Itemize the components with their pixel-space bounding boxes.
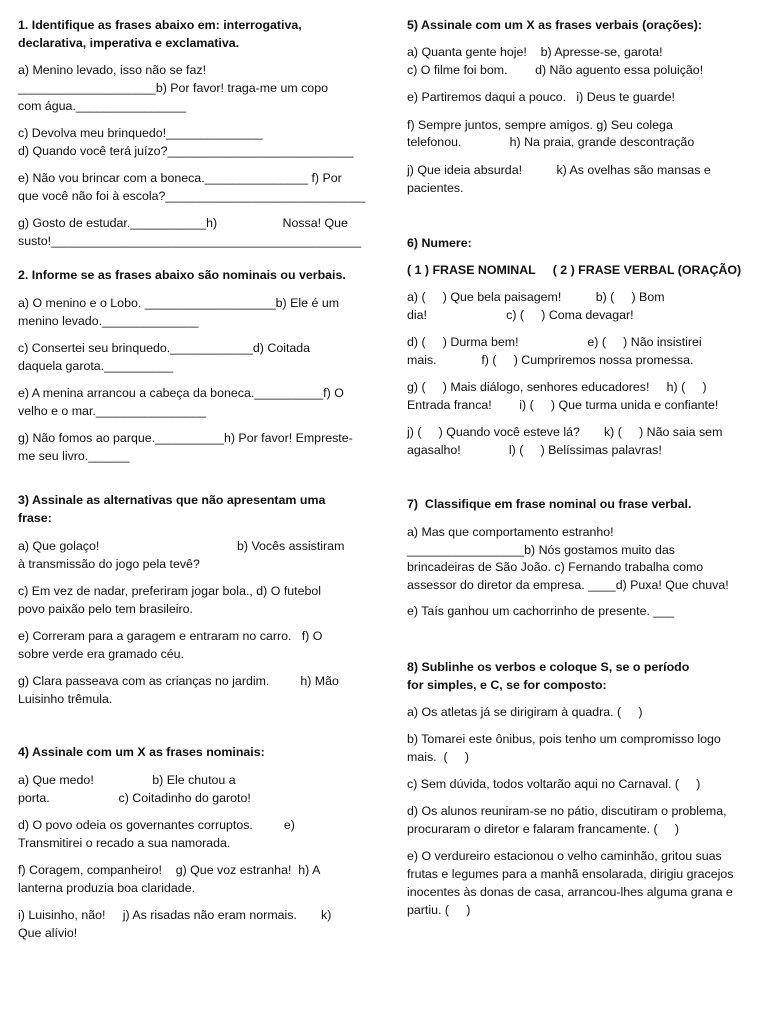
section-heading: 5) Assinale com um X as frases verbais (orações): — [407, 18, 702, 32]
exercise-line: agasalho! l) ( ) Belíssimas palavras! — [407, 443, 662, 457]
exercise-line: g) Clara passeava com as crianças no jardim. h) Mão — [18, 674, 339, 688]
exercise-line: e) O verdureiro estacionou o velho caminhão, gritou suas — [407, 849, 722, 863]
exercise-line: lanterna produzia boa claridade. — [18, 881, 196, 895]
exercise-line: a) O menino e o Lobo. ___________________b) Ele é um — [18, 296, 340, 310]
exercise-line: frutas e legumes para a manhã ensolarada, dirigiu gracejos — [407, 867, 734, 881]
exercise-line: mais. f) ( ) Cumpriremos nossa promessa. — [407, 353, 694, 367]
exercise-line: porta. c) Coitadinho do garoto! — [18, 791, 251, 805]
exercise-line: sobre verde era gramado céu. — [18, 647, 184, 661]
exercise-line: j) ( ) Quando você esteve lá? k) ( ) Não saia sem — [407, 425, 723, 439]
exercise-line: inocentes às donas de casa, arrancou-lhes alguma grana e — [407, 885, 733, 899]
section-heading: 1. Identifique as frases abaixo em: interrogativa, — [18, 18, 302, 32]
exercise-line: ____________________b) Por favor! traga-me um copo — [18, 81, 328, 95]
exercise-line: c) Consertei seu brinquedo.____________d) Coitada — [18, 341, 311, 355]
exercise-line: d) Quando você terá juízo?___________________________ — [18, 144, 354, 158]
exercise-line: g) Gosto de estudar.___________h) Nossa! Que — [18, 216, 348, 230]
exercise-line: Transmitirei o recado a sua namorada. — [18, 836, 231, 850]
exercise-line: d) ( ) Durma bem! e) ( ) Não insistirei — [407, 335, 702, 349]
exercise-line: daquela garota.__________ — [18, 359, 174, 373]
exercise-line: pacientes. — [407, 181, 464, 195]
section-heading: 4) Assinale com um X as frases nominais: — [18, 745, 265, 759]
exercise-line: a) Que golaço! b) Vocês assistiram — [18, 539, 345, 553]
exercise-line: g) Não fomos ao parque.__________h) Por favor! Empreste- — [18, 431, 353, 445]
section-heading: ( 1 ) FRASE NOMINAL ( 2 ) FRASE VERBAL (ORAÇÃO) — [407, 263, 742, 277]
exercise-line: _________________b) Nós gostamos muito das — [407, 543, 675, 557]
exercise-line: brincadeiras de São João. c) Fernando trabalha como — [407, 560, 704, 574]
exercise-line: assessor do diretor da empresa. ____d) Puxa! Que chuva! — [407, 578, 729, 592]
section-heading: for simples, e C, se for composto: — [407, 678, 607, 692]
exercise-line: Luisinho trêmula. — [18, 692, 113, 706]
exercise-line: a) Os atletas já se dirigiram à quadra. ( ) — [407, 705, 643, 719]
exercise-line: mais. ( ) — [407, 750, 469, 764]
exercise-line: d) Os alunos reuniram-se no pátio, discutiram o problema, — [407, 804, 727, 818]
section-heading: 2. Informe se as frases abaixo são nominais ou verbais. — [18, 268, 346, 282]
section-heading: 6) Numere: — [407, 236, 472, 250]
section-heading: 8) Sublinhe os verbos e coloque S, se o período — [407, 660, 690, 674]
exercise-line: com água.________________ — [18, 99, 187, 113]
exercise-line: procuraram o diretor e falaram francamente. ( ) — [407, 822, 680, 836]
section-heading: frase: — [18, 511, 52, 525]
exercise-line: a) Quanta gente hoje! b) Apresse-se, garota! — [407, 45, 663, 59]
exercise-line: c) Em vez de nadar, preferiram jogar bola., d) O futebol — [18, 584, 322, 598]
section-heading: 7) Classifique em frase nominal ou frase verbal. — [407, 497, 692, 511]
exercise-line: menino levado.______________ — [18, 314, 199, 328]
exercise-line: e) A menina arrancou a cabeça da boneca.__________f) O — [18, 386, 344, 400]
exercise-line: c) Sem dúvida, todos voltarão aqui no Carnaval. ( ) — [407, 777, 701, 791]
exercise-line: à transmissão do jogo pela tevê? — [18, 557, 200, 571]
exercise-line: b) Tomarei este ônibus, pois tenho um compromisso logo — [407, 732, 721, 746]
exercise-line: e) Partiremos daqui a pouco. i) Deus te guarde! — [407, 90, 675, 104]
exercise-line: g) ( ) Mais diálogo, senhores educadores! h) ( ) — [407, 380, 707, 394]
exercise-line: i) Luisinho, não! j) As risadas não eram normais. k) — [18, 908, 332, 922]
exercise-line: d) O povo odeia os governantes corruptos. e) — [18, 818, 295, 832]
exercise-line: partiu. ( ) — [407, 903, 471, 917]
section-heading: 3) Assinale as alternativas que não apresentam uma — [18, 493, 326, 507]
exercise-line: e) Taís ganhou um cachorrinho de presente. ___ — [407, 604, 675, 618]
exercise-line: velho e o mar.________________ — [18, 404, 207, 418]
exercise-line: povo paixão pelo tem brasileiro. — [18, 602, 193, 616]
exercise-line: c) Devolva meu brinquedo!______________ — [18, 126, 263, 140]
exercise-line: f) Coragem, companheiro! g) Que voz estranha! h) A — [18, 863, 321, 877]
exercise-line: a) Que medo! b) Ele chutou a — [18, 773, 236, 787]
exercise-line: Que alívio! — [18, 926, 78, 940]
section-heading: declarativa, imperativa e exclamativa. — [18, 36, 240, 50]
exercise-line: telefonou. h) Na praia, grande descontração — [407, 135, 695, 149]
exercise-line: j) Que ideia absurda! k) As ovelhas são mansas e — [407, 163, 711, 177]
exercise-line: a) ( ) Que bela paisagem! b) ( ) Bom — [407, 290, 665, 304]
exercise-line: f) Sempre juntos, sempre amigos. g) Seu colega — [407, 118, 673, 132]
exercise-line: me seu livro.______ — [18, 449, 130, 463]
exercise-line: e) Correram para a garagem e entraram no carro. f) O — [18, 629, 323, 643]
exercise-line: e) Não vou brincar com a boneca._______________ f) Por — [18, 171, 342, 185]
exercise-line: a) Mas que comportamento estranho! — [407, 525, 614, 539]
exercise-line: que você não foi à escola?_____________________________ — [18, 189, 366, 203]
exercise-line: Entrada franca! i) ( ) Que turma unida e confiante! — [407, 398, 719, 412]
exercise-line: a) Menino levado, isso não se faz! — [18, 63, 207, 77]
exercise-line: susto!_____________________________________________ — [18, 234, 362, 248]
exercise-line: c) O filme foi bom. d) Não aguento essa poluição! — [407, 63, 704, 77]
exercise-line: dia! c) ( ) Coma devagar! — [407, 308, 634, 322]
